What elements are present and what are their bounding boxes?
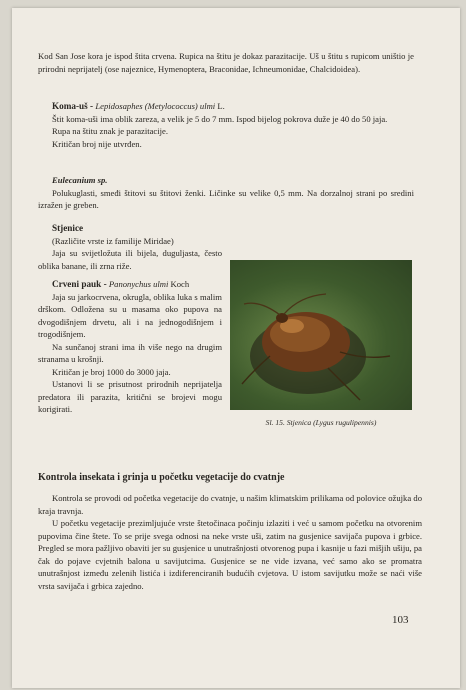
koma-us-p1: Štit koma-uši ima oblik zareza, a velik je 5 do 7 mm. Ispod bijelog pokrova duže je 40 do 50 jaja. [52, 113, 388, 124]
lygus-bug-illustration [230, 260, 412, 410]
koma-us-p3: Kritičan broj nije utvrđen. [52, 138, 142, 149]
koma-us-section [38, 100, 414, 150]
stjenice-heading: Stjenice [52, 223, 84, 233]
crveni-pauk-heading: Crveni pauk - Panonychus ulmi Koch [52, 279, 190, 289]
crveni-pauk-p2: Na sunčanoj strani ima ih više nego na drugim stranama u krošnji. [38, 341, 222, 364]
crveni-pauk-p3: Kritičan je broj 1000 do 3000 jaja. [52, 366, 171, 377]
eulecanium-p1: Polukuglasti, smeđi štitovi su štitovi ženki. Ličinke su velike 0,5 mm. Na dorzalnoj strani po sredini izražen je greben. [38, 187, 414, 210]
crveni-pauk-p1: Jaja su jarkocrvena, okrugla, oblika luka s malim drškom. Odložena su u masama oko pupova na dvogodišnjem drvetu, ali i na jednogodišnjem i trogodišnjem. [38, 291, 222, 339]
koma-us-p2: Rupa na štitu znak je parazitacije. [52, 126, 168, 136]
koma-us-heading: Koma-uš - Lepidosaphes (Metylococcus) ulmi L. [52, 101, 225, 111]
eulecanium-heading: Eulecanium sp. [52, 175, 108, 185]
stjenice-p2: Jaja su svijetložuta ili bijela, duguljasta, često oblika banane, ili zrna riže. [38, 248, 222, 271]
control-p1: Kontrola se provodi od početka vegetacije do cvatnje, u našim klimatskim prilikama od polovice ožujka do kraja travnja. [38, 493, 422, 516]
section-heading: Kontrola insekata i grinja u početku vegetacije do cvatnje [38, 472, 285, 483]
crveni-pauk-p4: Ustanovi li se prisutnost prirodnih neprijatelja predatora ili parazita, kritični se brojevi mogu korigirati. [38, 379, 222, 414]
intro-section [38, 50, 414, 75]
photo-caption: Sl. 15. Stjenica (Lygus rugulipennis) [265, 418, 377, 427]
bug-photo [230, 260, 412, 410]
intro-paragraph: Kod San Jose kora je ispod štita crvena. Rupica na štitu je dokaz parazitacije. Uš u štitu s rupicom uništio je prirodni neprijatelj (ose najeznice, Hymenoptera, Braconidae, Ichneumonidae, Chalcidoidea). [38, 51, 414, 74]
page-number: 103 [392, 614, 409, 626]
stjenice-p1: (Različite vrste iz familije Miridae) [52, 235, 174, 246]
book-page [12, 8, 460, 688]
control-section [38, 492, 422, 592]
control-p2: U početku vegetacije prezimljujuće vrste štetočinaca počinju izlaziti i već u samom početku na otvorenim pupovima čine štete. To se prije svega odnosi na neke vrste uši, zatim na gusjenice savijača pupova i grbice. Pregled se mora pažljivo obaviti jer su gusjenice u unutrašnjosti otvorenog pupa i kasnije u fazi mišjih ušiju, pa čak do pojave cvjetnih balona u savijutcima. Gusjenice se ne vide izvana, već samo ako se promatra unutrašnjost između zelenih listića i izdiferenciranih budućih cvjetova. U istom savijutku može se naći više vrsta savijača i grbica zajedno. [38, 518, 422, 591]
eulecanium-section [38, 174, 414, 212]
left-column [38, 222, 222, 416]
